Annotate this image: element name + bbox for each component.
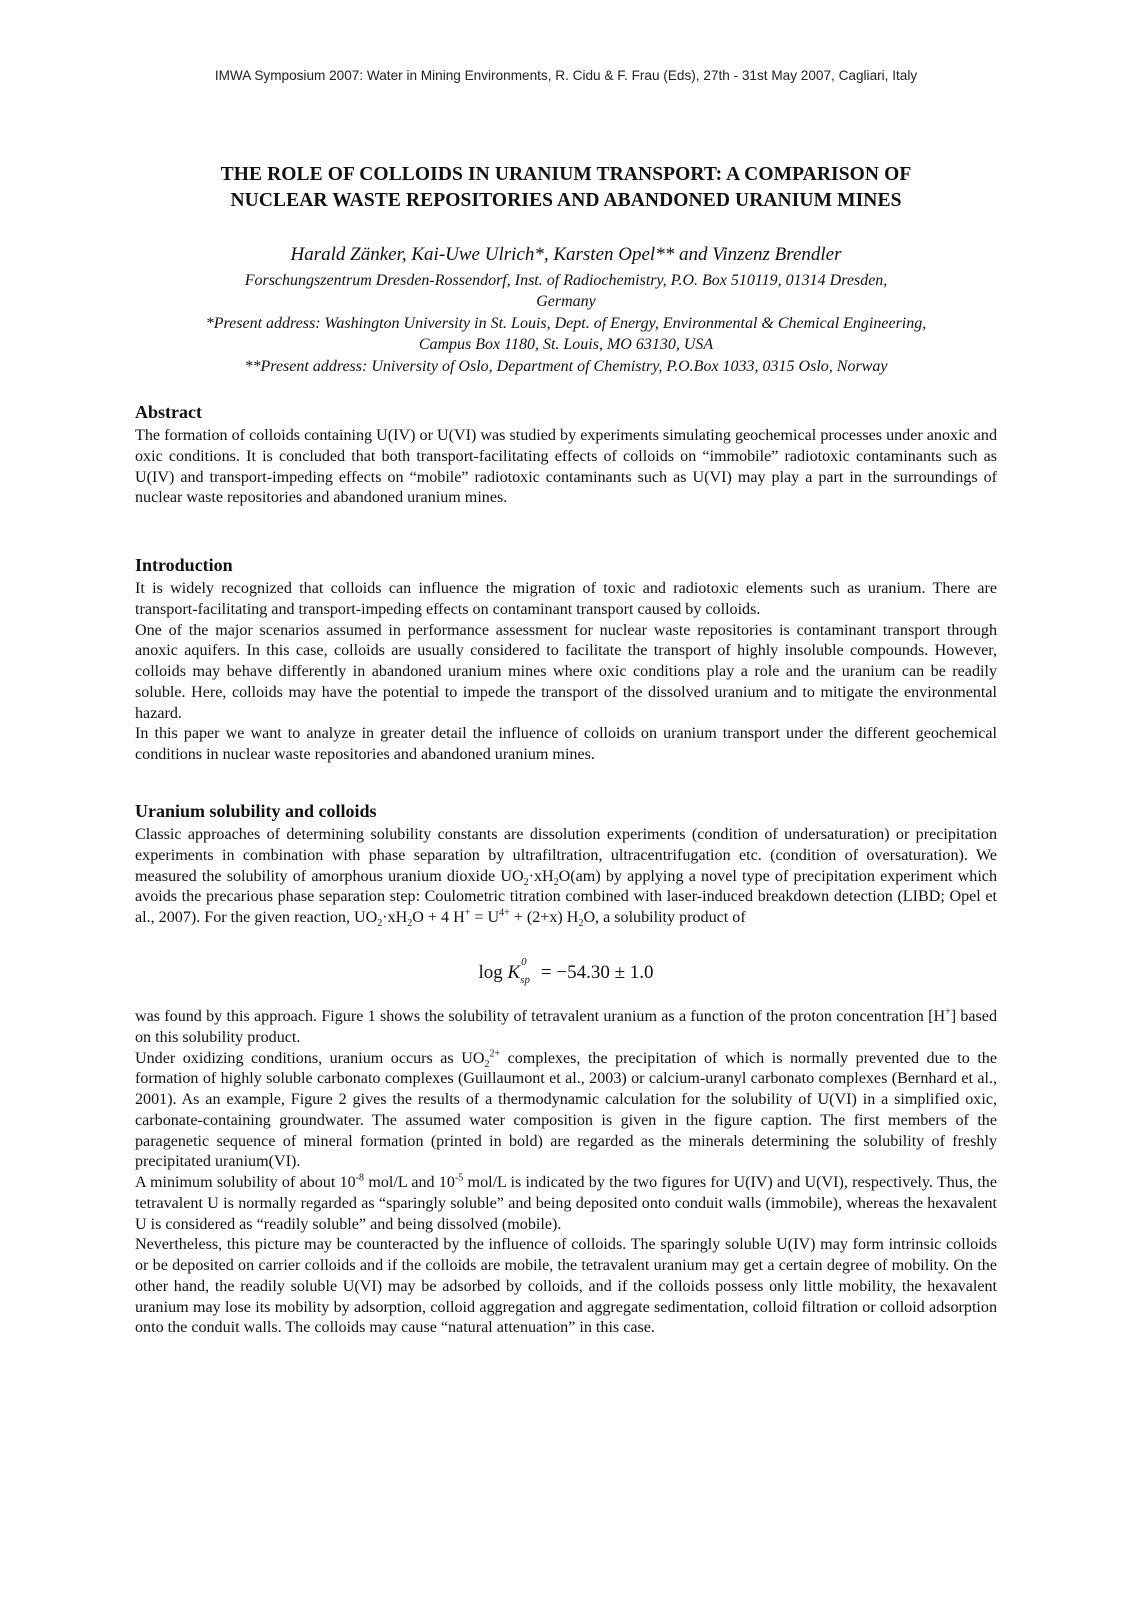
title-line-2: NUCLEAR WASTE REPOSITORIES AND ABANDONED URANIUM MINES bbox=[230, 190, 902, 211]
solubility-heading: Uranium solubility and colloids bbox=[135, 801, 377, 821]
abstract-heading: Abstract bbox=[135, 402, 202, 422]
solubility-section bbox=[135, 800, 997, 929]
solubility-equation: log K 0 sp = −54.30 ± 1.0 bbox=[478, 956, 654, 986]
intro-paragraph-3: In this paper we want to analyze in greater detail the influence of colloids on uranium transport under the different geochemical conditions in nuclear waste repositories and abandoned uranium mines. bbox=[135, 725, 997, 763]
solubility-paragraph-1: Classic approaches of determining solubility constants are dissolution experiments (condition of undersaturation) or precipitation experiments in combination with phase separation by ultrafiltration, ultracentrifugation etc. (condition of oversaturation). We measured the solubility of amorphous uranium dioxide $UO_2\cdot xH_2O(am)$ by applying a novel type of precipitation experiment which avoids the precarious phase separation step: Coulometric titration combined with laser-induced breakdown detection (LIBD; Opel et al., 2007). For the given reaction, $UO_2\cdot xH_2O + 4$ $H^+ = U^{4+} + (2+x)$ $H_2O$, a solubility product of bbox=[135, 826, 997, 930]
running-header: IMWA Symposium 2007: Water in Mining Environments, R. Cidu & F. Frau (Eds), 27th - 31st May 2007, Cagliari, Italy bbox=[214, 68, 918, 83]
intro-paragraph-1: It is widely recognized that colloids can influence the migration of toxic and radiotoxic elements such as uranium. There are transport-facilitating and transport-impeding effects on contaminant transport caused by colloids. bbox=[135, 580, 997, 618]
title-line-1: THE ROLE OF COLLOIDS IN URANIUM TRANSPORT: A COMPARISON OF bbox=[220, 164, 912, 185]
affiliation-line: Forschungszentrum Dresden-Rossendorf, Inst. of Radiochemistry, P.O. Box 510119, 01314 Dresden, bbox=[244, 272, 888, 289]
solubility-paragraph-2: was found by this approach. Figure 1 shows the solubility of tetravalent uranium as a function of the proton concentration [H+] based on this solubility product. bbox=[135, 1006, 998, 1046]
introduction-heading: Introduction bbox=[135, 555, 233, 575]
affiliations bbox=[115, 270, 1017, 377]
affiliation-line: Germany bbox=[536, 293, 596, 311]
abstract-text: The formation of colloids containing U(IV) or U(VI) was studied by experiments simulating geochemical processes under anoxic and oxic conditions. It is concluded that both transport-facilitating effects of colloids on “immobile” radiotoxic contaminants such as U(IV) and transport-impeding effects on “mobile” radiotoxic contaminants such as U(VI) may play a part in the surroundings of nuclear waste repositories and abandoned uranium mines. bbox=[135, 427, 997, 507]
solubility-paragraph-5: Nevertheless, this picture may be counteracted by the influence of colloids. The sparingly soluble U(IV) may form intrinsic colloids or be deposited on carrier colloids and if the colloids are mobile, the tetravalent uranium may get a certain degree of mobility. On the other hand, the readily soluble U(VI) may be adsorbed by colloids, and if the colloids possess only little mobility, the hexavalent uranium may lose its mobility by adsorption, colloid aggregation and aggregate sedimentation, colloid filtration or colloid adsorption onto the conduit walls. The colloids may cause “natural attenuation” in this case. bbox=[135, 1236, 997, 1337]
solubility-paragraph-3: Under oxidizing conditions, uranium occurs as $UO_2^{2+}$ complexes, the precipitation of which is normally prevented due to the formation of highly soluble carbonato complexes (Guillaumont et al., 2003) or calcium-uranyl carbonato complexes (Bernhard et al., 2001). As an example, Figure 2 gives the results of a thermodynamic calculation for the solubility of U(VI) in a simplified oxic, carbonate-containing groundwater. The assumed water composition is given in the figure caption. The first members of the paragenetic sequence of mineral formation (printed in bold) are regarded as the minerals determining the solubility of freshly precipitated uranium(VI). bbox=[135, 1048, 998, 1171]
paper-title bbox=[135, 162, 997, 214]
affiliation-line: *Present address: Washington University in St. Louis, Dept. of Energy, Environmental & Chemical Engineering, bbox=[205, 314, 927, 332]
abstract-section bbox=[135, 401, 997, 509]
affiliation-line: **Present address: University of Oslo, Department of Chemistry, P.O.Box 1033, 0315 Oslo, Norway bbox=[244, 357, 888, 375]
author-list: Harald Zänker, Kai-Uwe Ulrich*, Karsten Opel** and Vinzenz Brendler bbox=[290, 244, 842, 265]
solubility-paragraph-4: A minimum solubility of about $10^{-8}$ mol/L and $10^{-5}$ mol/L is indicated by the two figures for U(IV) and U(VI), respectively. Thus, the tetravalent U is normally regarded as “sparingly soluble” and being deposited onto conduit walls (immobile), whereas the hexavalent U is considered as “readily soluble” and being dissolved (mobile). bbox=[135, 1172, 997, 1233]
affiliation-line: Campus Box 1180, St. Louis, MO 63130, USA bbox=[418, 336, 714, 354]
intro-paragraph-2: One of the major scenarios assumed in performance assessment for nuclear waste repositories is contaminant transport through anoxic aquifers. In this case, colloids are usually considered to facilitate the transport of highly insoluble compounds. However, colloids may behave differently in abandoned uranium mines where oxic conditions play a role and the uranium can be readily soluble. Here, colloids may have the potential to impede the transport of the dissolved uranium and to mitigate the environmental hazard. bbox=[135, 621, 997, 722]
introduction-section bbox=[135, 554, 997, 766]
solubility-continued bbox=[135, 1007, 997, 1339]
